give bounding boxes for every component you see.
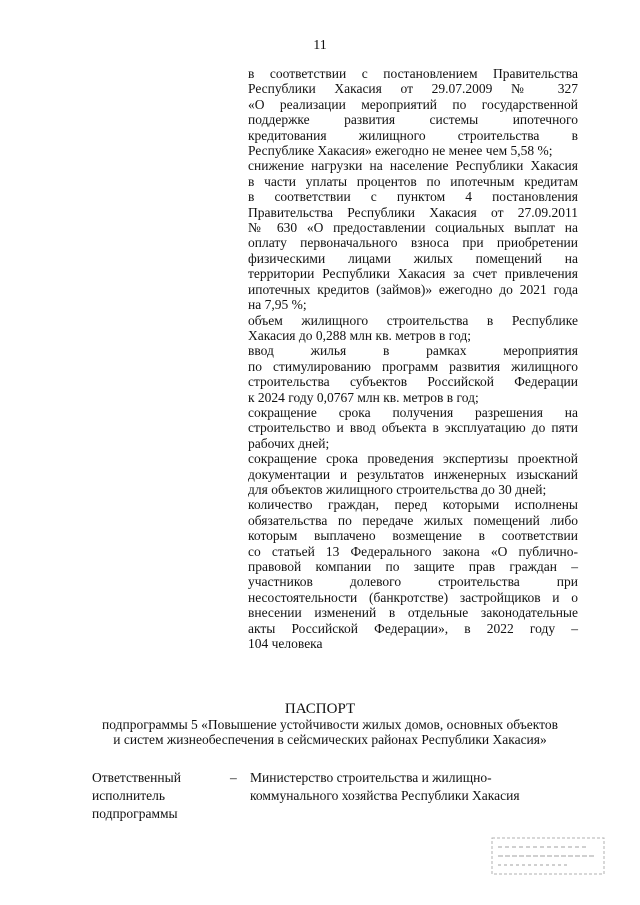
body-text-line: строительство и ввод объекта в эксплуатацию до пяти: [248, 420, 578, 436]
body-text-line: ипотечных кредитов (займов)» ежегодно до 2021 года: [248, 281, 578, 297]
field-value-line: коммунального хозяйства Республики Хакасия: [250, 788, 520, 803]
body-text-line: участников долевого строительства при: [248, 574, 578, 590]
body-text-line: рабочих дней;: [248, 435, 330, 451]
body-text-line: акты Российской Федерации», в 2022 году –: [248, 620, 578, 636]
passport-title: ПАСПОРТ: [284, 701, 356, 717]
body-text-line: к 2024 году 0,0767 млн кв. метров в год;: [248, 389, 479, 405]
body-text-line: кредитования жилищного строительства в: [248, 127, 578, 143]
body-text-line: «О реализации мероприятий по государственной: [248, 96, 578, 112]
passport-subtitle-line: и систем жизнеобеспечения в сейсмических районах Республики Хакасия»: [113, 732, 547, 748]
body-text-line: со статьей 13 Федерального закона «О публично-: [248, 543, 578, 559]
body-text-line: в соответствии с постановлением Правительства: [248, 66, 578, 81]
body-text-line: количество граждан, перед которыми исполнены: [248, 497, 578, 513]
body-text-line: строительства субъектов Российской Федерации: [248, 374, 578, 390]
field-label-line: подпрограммы: [92, 806, 178, 821]
page-number: 11: [313, 38, 327, 53]
body-text-line: № 630 «О предоставлении социальных выплат на: [248, 220, 578, 236]
registration-stamp-mark: [490, 836, 606, 876]
body-text-line: оплату первоначального взноса при приобретении: [248, 235, 578, 251]
body-text-line: Республики Хакасия от 29.07.2009 № 327: [248, 81, 578, 97]
body-text: [248, 66, 578, 651]
passport-subtitle-line: подпрограммы 5 «Повышение устойчивости жилых домов, основных объектов: [102, 717, 558, 732]
body-text-line: территории Республики Хакасия за счет привлечения: [248, 266, 578, 282]
field-label-line: исполнитель: [92, 788, 165, 803]
body-text-line: внесении изменений в отдельные законодательные: [248, 605, 578, 621]
body-text-line: несостоятельности (банкротстве) застройщиков и о: [248, 589, 578, 605]
passport-subtitle: [60, 717, 600, 748]
body-text-line: физическими лицами жилых помещений на: [248, 250, 578, 266]
body-text-line: на 7,95 %;: [248, 297, 307, 313]
body-text-line: Правительства Республики Хакасия от 27.09.2011: [248, 204, 578, 220]
body-text-line: 104 человека: [248, 636, 323, 652]
body-text-line: сокращение срока проведения экспертизы проектной: [248, 451, 578, 467]
body-text-line: по стимулированию программ развития жилищного: [248, 358, 578, 374]
body-text-line: обязательства по передаче жилых помещений либо: [248, 512, 578, 528]
field-label: [92, 769, 232, 823]
body-text-line: в соответствии с пунктом 4 постановления: [248, 189, 578, 205]
body-text-line: снижение нагрузки на население Республики Хакасия: [248, 158, 578, 174]
field-value: [250, 769, 550, 805]
body-text-line: в части уплаты процентов по ипотечным кредитам: [248, 173, 578, 189]
body-text-line: ввод жилья в рамках мероприятия: [248, 343, 578, 359]
body-text-line: для объектов жилищного строительства до 30 дней;: [248, 481, 547, 497]
field-value-line: Министерство строительства и жилищно-: [250, 770, 492, 785]
body-text-line: Хакасия до 0,288 млн кв. метров в год;: [248, 327, 471, 343]
body-text-line: сокращение срока получения разрешения на: [248, 404, 578, 420]
body-text-line: поддержке развития системы ипотечного: [248, 112, 578, 128]
body-text-line: объем жилищного строительства в Республике: [248, 312, 578, 328]
body-text-line: документации и результатов инженерных изысканий: [248, 466, 578, 482]
field-label-line: Ответственный: [92, 770, 181, 785]
field-dash: –: [230, 770, 237, 785]
body-text-line: правовой компании по защите прав граждан –: [248, 559, 578, 574]
body-text-line: которым выплачено возмещение в соответствии: [248, 528, 578, 544]
body-text-line: Республике Хакасия» ежегодно не менее чем 5,58 %;: [248, 143, 553, 159]
